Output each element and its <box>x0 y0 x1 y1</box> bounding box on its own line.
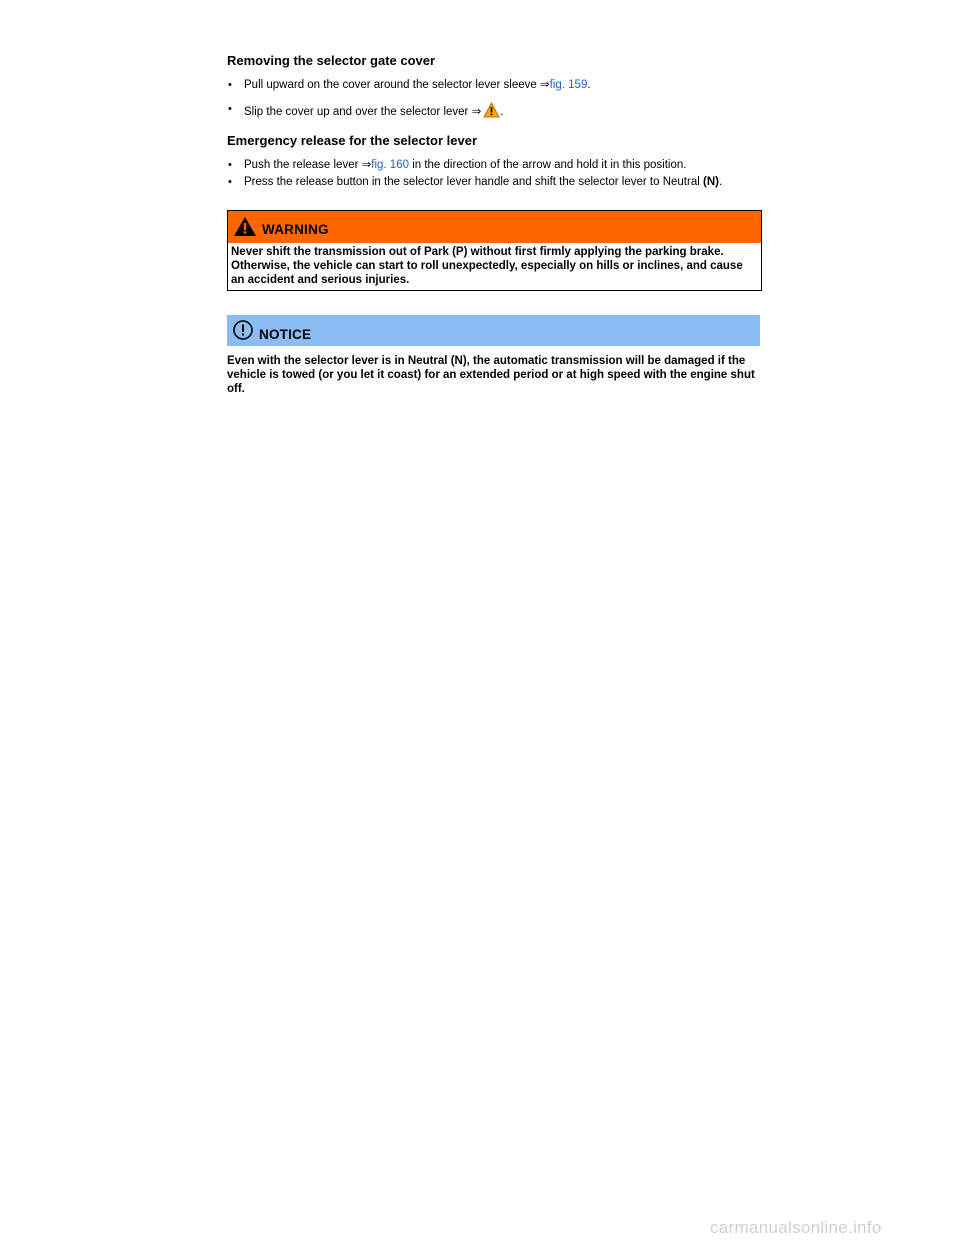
step-end: . <box>500 106 504 118</box>
section-title-removing-cover: Removing the selector gate cover <box>227 53 436 68</box>
notice-header <box>227 315 760 346</box>
fig-160-link[interactable]: fig. 160 <box>371 159 409 171</box>
arrow-icon: ⇒ <box>471 106 482 118</box>
warning-label: WARNING <box>262 222 329 237</box>
step-end: in the direction of the arrow and hold it in this position. <box>409 159 687 171</box>
section-title-emergency-release: Emergency release for the selector lever <box>227 133 478 148</box>
steps-list-removing-cover <box>227 78 761 123</box>
exclamation-circle-icon <box>232 319 254 346</box>
warning-triangle-icon <box>233 216 257 242</box>
step-text: Press the release button in the selector lever handle and shift the selector lever to Neutral <box>244 176 703 188</box>
neutral-position-label: (N) <box>702 176 719 188</box>
list-item <box>227 78 761 93</box>
list-item <box>227 158 761 173</box>
step-text: Slip the cover up and over the selector lever <box>244 106 472 118</box>
fig-159-link[interactable]: fig. 159 <box>549 79 588 91</box>
manual-page <box>227 52 761 396</box>
arrow-icon: ⇒ <box>539 79 550 91</box>
step-text: Pull upward on the cover around the selector lever sleeve <box>244 79 540 91</box>
notice-label: NOTICE <box>259 327 312 342</box>
warning-header <box>228 211 761 243</box>
step-end: . <box>718 176 723 188</box>
step-text: Push the release lever <box>244 159 362 171</box>
steps-list-emergency-release <box>227 158 761 190</box>
warning-box <box>227 210 762 291</box>
bullet-icon: • <box>228 159 232 171</box>
notice-box <box>227 315 760 396</box>
list-item <box>227 175 761 190</box>
bullet-icon: • <box>228 103 232 115</box>
warning-triangle-icon[interactable] <box>483 102 500 123</box>
step-end: . <box>587 79 591 91</box>
site-watermark: carmanualsonline.info <box>710 1218 882 1237</box>
bullet-icon: • <box>228 79 232 91</box>
arrow-icon: ⇒ <box>361 159 372 171</box>
notice-text: Even with the selector lever is in Neutral (N), the automatic transmission will be damaged if the vehicle is towed (or you let it coast) for an extended period or at high speed with the engine shut off. <box>227 355 755 395</box>
list-item <box>227 102 761 123</box>
warning-text: Never shift the transmission out of Park (P) without first firmly applying the parking brake. Otherwise, the vehicle can start to roll unexpectedly, especially on hills or inclines, and cause an accident and serious injuries. <box>231 246 743 286</box>
bullet-icon: • <box>228 176 232 188</box>
